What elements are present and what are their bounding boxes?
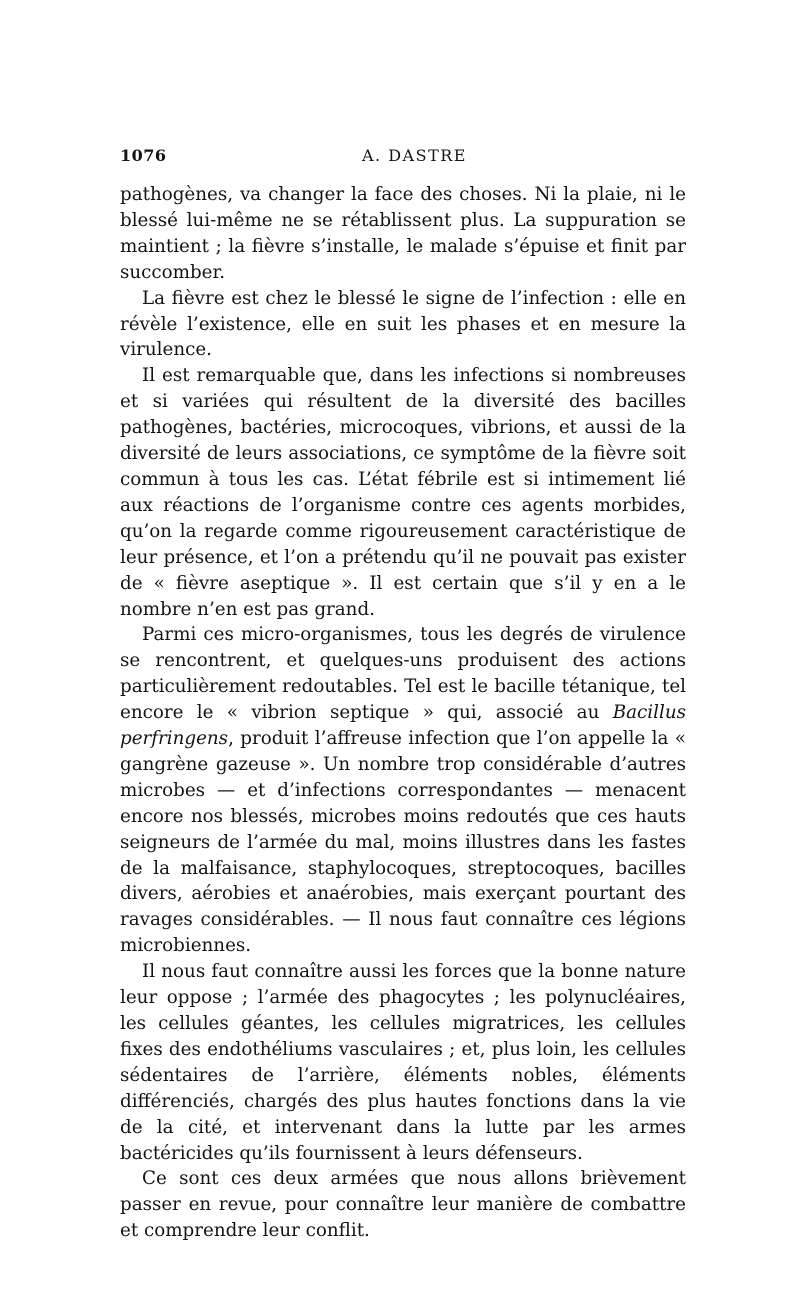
species-name: Bacillus perfringens — [120, 702, 686, 750]
paragraph-4 — [120, 622, 686, 959]
paragraph-2: La fièvre est chez le blessé le signe de l’infection : elle en révèle l’existence, elle en suit les phases et en mesure la virulence. — [120, 287, 686, 361]
paragraph-4-text-start: Parmi ces micro-organismes, tous les degrés de virulence se rencontrent, et quelques-uns produisent des actions particulièrement redoutables. Tel est le bacille tétanique, tel encore le « vibrion septique » qui, associé au — [120, 624, 686, 724]
paragraph-6: Ce sont ces deux armées que nous allons brièvement passer en revue, pour connaître leur manière de combattre et comprendre leur conflit. — [120, 1168, 686, 1242]
paragraph-5: Il nous faut connaître aussi les forces que la bonne nature leur oppose ; l’armée des phagocytes ; les polynucléaires, les cellules géantes, les cellules migratrices, les cellules fixes des endothéliums vasculaires ; et, plus loin, les cellules sédentaires de l’arrière, éléments nobles, éléments différenciés, chargés des plus hautes fonctions dans la vie de la cité, et intervenant dans la lutte par les armes bactéricides qu’ils fournissent à leurs défenseurs. — [120, 961, 686, 1164]
paragraph-4-text-end: , produit l’affreuse infection que l’on appelle la « gangrène gazeuse ». Un nombre trop considérable d’autres microbes — et d’infections correspondantes — menacent encore nos blessés, microbes moins redoutés que ces hauts seigneurs de l’armée du mal, moins illustres dans les fastes de la malfaisance, staphylocoques, streptocoques, bacilles divers, aérobies et anaérobies, mais exerçant pourtant des ravages considérables. — Il nous faut connaître ces légions microbiennes. — [120, 728, 686, 957]
body-text — [120, 182, 686, 1244]
paragraph-3: Il est remarquable que, dans les infections si nombreuses et si variées qui résultent de la diversité des bacilles pathogènes, bactéries, microcoques, vibrions, et aussi de la diversité de leurs associations, ce symptôme de la fièvre soit commun à tous les cas. L’état fébrile est si intimement lié aux réactions de l’organisme contre ces agents morbides, qu’on la regarde comme rigoureusement caractéristique de leur présence, et l’on a prétendu qu’il ne pouvait pas exister de « fièvre aseptique ». Il est certain que s’il y en a le nombre n’en est pas grand. — [120, 365, 686, 620]
running-head — [120, 146, 686, 170]
paragraph-1: pathogènes, va changer la face des choses. Ni la plaie, ni le blessé lui-même ne se rétablissent plus. La suppuration se maintient ; la fièvre s’installe, le malade s’épuise et finit par succomber. — [120, 184, 686, 283]
author-name: A. DASTRE — [362, 146, 467, 165]
page-number: 1076 — [120, 146, 167, 165]
